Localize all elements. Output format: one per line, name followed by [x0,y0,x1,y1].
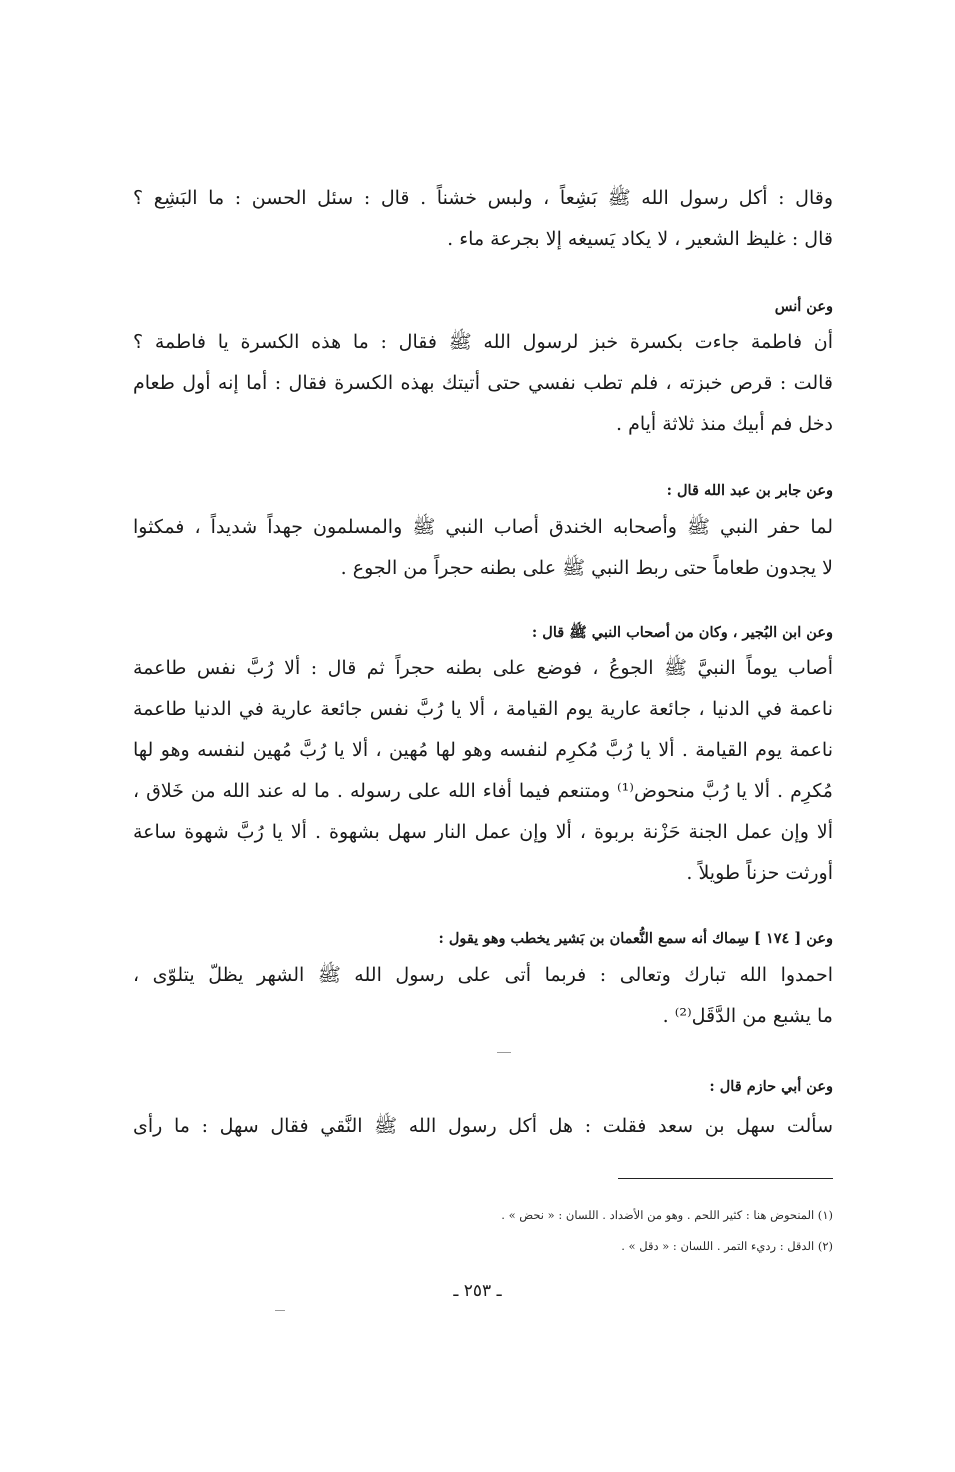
text-line: ما يشبع من الدَّقَل⁽²⁾ . [662,1005,833,1027]
text-line: لا يجدون طعاماً حتى ربط النبي ﷺ على بطنه حجراً من الجوع . [340,557,833,579]
text-line: قالت : قرص خبزته ، فلم تطب نفسي حتى أتيتك بهذه الكسرة فقال : أما إنه أول طعام [133,372,833,394]
narrator-heading: وعن [ ١٧٤ ] سِماك أنه سمع النُّعمان بن بَشير يخطب وهو يقول : [438,930,833,947]
paragraph-2 [133,322,833,445]
text-line: وقال : أكل رسول الله ﷺ بَشِعاً ، ولبس خشناً . قال : سئل الحسن : ما البَشِع ؟ [133,187,833,209]
text-line: دخل فم أبيك منذ ثلاثة أيام . [615,413,833,435]
paragraph-1 [133,178,833,260]
text-line: أصاب يوماً النبيَّ ﷺ الجوعُ ، فوضع على بطنه حجراً ثم قال : ألا رُبَّ نفس طاعمة [133,657,833,679]
narrator-heading: وعن أبي حازم قال : [709,1078,833,1095]
print-speck [275,1310,285,1311]
footnote-1: (١) المنحوض هنا : كثير اللحم . وهو من الأضداد . اللسان : « نحض » . [501,1208,833,1222]
page-number: ـ ٢٥٣ ـ [453,1281,502,1301]
text-line: مُكرِم . ألا يا رُبَّ منحوض⁽¹⁾ ومتنعم فيما أفاء الله على رسوله . ما له عند الله من خَلاق ، [133,780,833,802]
narrator-heading: وعن أنس [774,298,833,315]
footnote-divider [618,1178,833,1179]
paragraph-5 [133,955,833,1037]
text-line: أن فاطمة جاءت بكسرة خبز لرسول الله ﷺ فقال : ما هذه الكسرة يا فاطمة ؟ [133,331,833,353]
text-line: ناعمة يوم القيامة . ألا يا رُبَّ مُكرِم لنفسه وهو لها مُهين ، ألا يا رُبَّ مُهين لنفسه وهو لها [133,739,833,761]
text-line: ناعمة في الدنيا ، جائعة عارية يوم القيامة ، ألا يا رُبَّ نفس جائعة عارية في الدنيا طاعمة [133,698,833,720]
paragraph-3 [133,507,833,589]
paragraph-6 [133,1106,833,1147]
text-line: سألت سهل بن سعد فقلت : هل أكل رسول الله ﷺ النَّقي فقال سهل : ما رأى [133,1115,833,1137]
narrator-heading: وعن ابن البُجير ، وكان من أصحاب النبي ﷺ قال : [531,624,833,641]
paragraph-4 [133,648,833,894]
text-line: احمدوا الله تبارك وتعالى : فربما أتى على رسول الله ﷺ الشهر يظلّ يتلوّى ، [133,964,833,986]
text-line: لما حفر النبي ﷺ وأصحابه الخندق أصاب النبي ﷺ والمسلمون جهداً شديداً ، فمكثوا [133,516,833,538]
print-speck [497,1052,511,1053]
text-line: أورثت حزناً طويلاً . [686,862,833,884]
narrator-heading: وعن جابر بن عبد الله قال : [666,482,833,499]
footnote-2: (٢) الدقل : رديء التمر . اللسان : « دقل » . [621,1239,833,1253]
text-line: قال : غليظ الشعير ، لا يكاد يَسيغه إلا بجرعة ماء . [447,228,833,250]
text-line: ألا وإن عمل الجنة حَزْنة بربوة ، ألا وإن عمل النار سهل بشهوة . ألا يا رُبَّ شهوة ساعة [133,821,833,843]
